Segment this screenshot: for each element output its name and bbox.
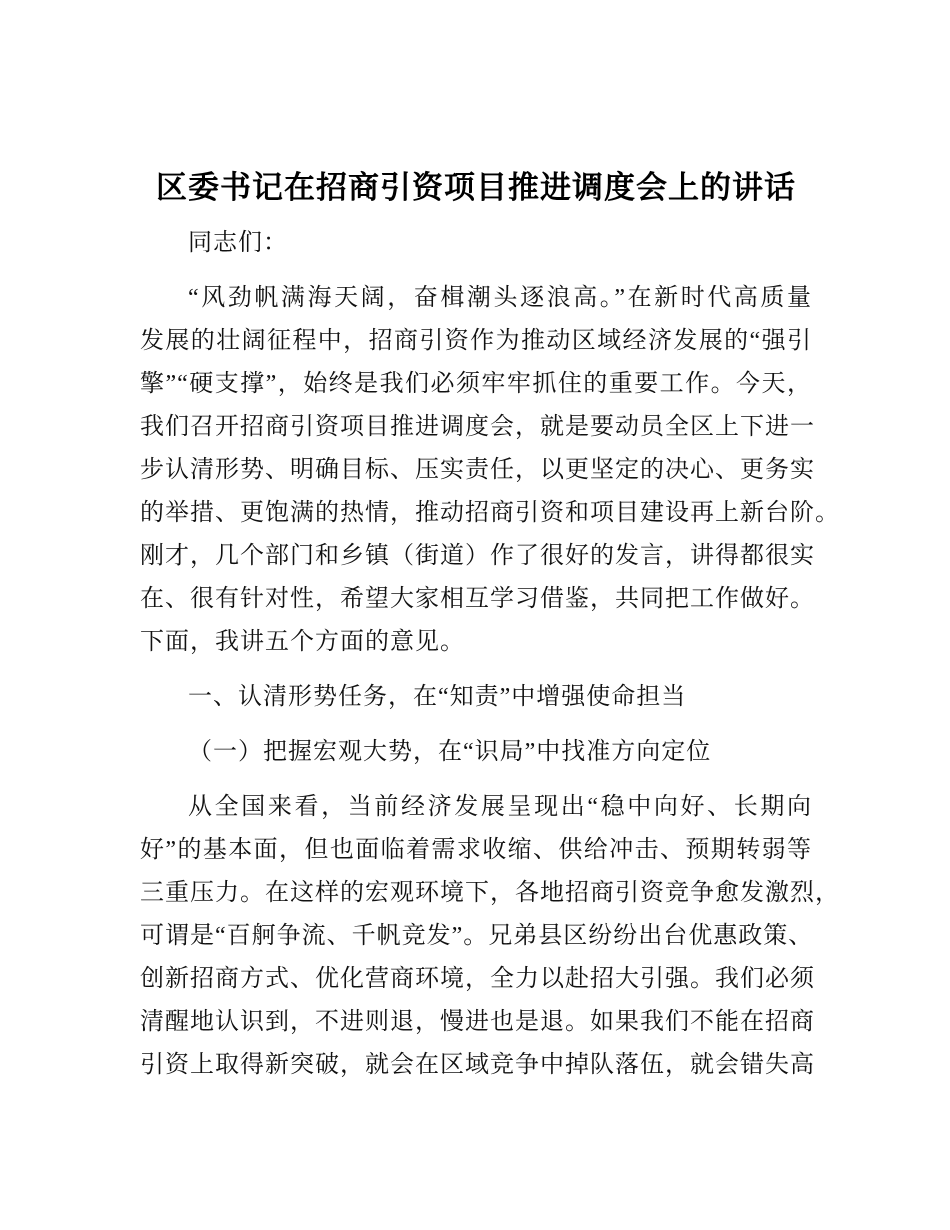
document-title: 区委书记在招商引资项目推进调度会上的讲话 <box>156 170 796 205</box>
text-line: 三重压力。在这样的宏观环境下，各地招商引资竞争愈发激烈， <box>140 880 840 906</box>
text-line: 从全国来看，当前经济发展呈现出“稳中向好、长期向 <box>188 794 812 820</box>
text-line: 在、很有针对性，希望大家相互学习借鉴，共同把工作做好。 <box>140 586 815 612</box>
salutation <box>140 222 812 265</box>
section-1-1-heading <box>140 731 812 774</box>
text-line: “风劲帆满海天阔，奋楫潮头逐浪高。”在新时代高质量 <box>188 285 812 311</box>
document-body <box>140 222 840 1087</box>
text-line: 好”的基本面，但也面临着需求收缩、供给冲击、预期转弱等 <box>140 837 812 863</box>
text-line: 清醒地认识到，不进则退，慢进也是退。如果我们不能在招商 <box>140 1009 815 1035</box>
section-1-heading <box>140 676 812 719</box>
opening-paragraph <box>140 277 840 664</box>
text-line: 创新招商方式、优化营商环境，全力以赴招大引强。我们必须 <box>140 966 815 992</box>
text-line: 我们召开招商引资项目推进调度会，就是要动员全区上下进一 <box>140 414 815 440</box>
text-line: 下面，我讲五个方面的意见。 <box>140 629 465 655</box>
text-line: 引资上取得新突破，就会在区域竞争中掉队落伍，就会错失高 <box>140 1052 815 1078</box>
text-line: 同志们： <box>188 230 288 256</box>
text-line: 刚才，几个部门和乡镇（街道）作了很好的发言，讲得都很实 <box>140 543 815 569</box>
section-1-1-paragraph <box>140 786 840 1087</box>
text-line: 步认清形势、明确目标、压实责任，以更坚定的决心、更务实 <box>140 457 815 483</box>
text-line: 发展的壮阔征程中，招商引资作为推动区域经济发展的“强引 <box>140 328 812 354</box>
text-line: 擎”“硬支撑”，始终是我们必须牢牢抓住的重要工作。今天， <box>140 371 812 397</box>
text-line: （一）把握宏观大势，在“识局”中找准方向定位 <box>188 739 712 765</box>
text-line: 可谓是“百舸争流、千帆竞发”。兄弟县区纷纷出台优惠政策、 <box>140 923 814 949</box>
text-line: 的举措、更饱满的热情，推动招商引资和项目建设再上新台阶。 <box>140 500 840 526</box>
text-line: 一、认清形势任务，在“知责”中增强使命担当 <box>188 684 687 710</box>
